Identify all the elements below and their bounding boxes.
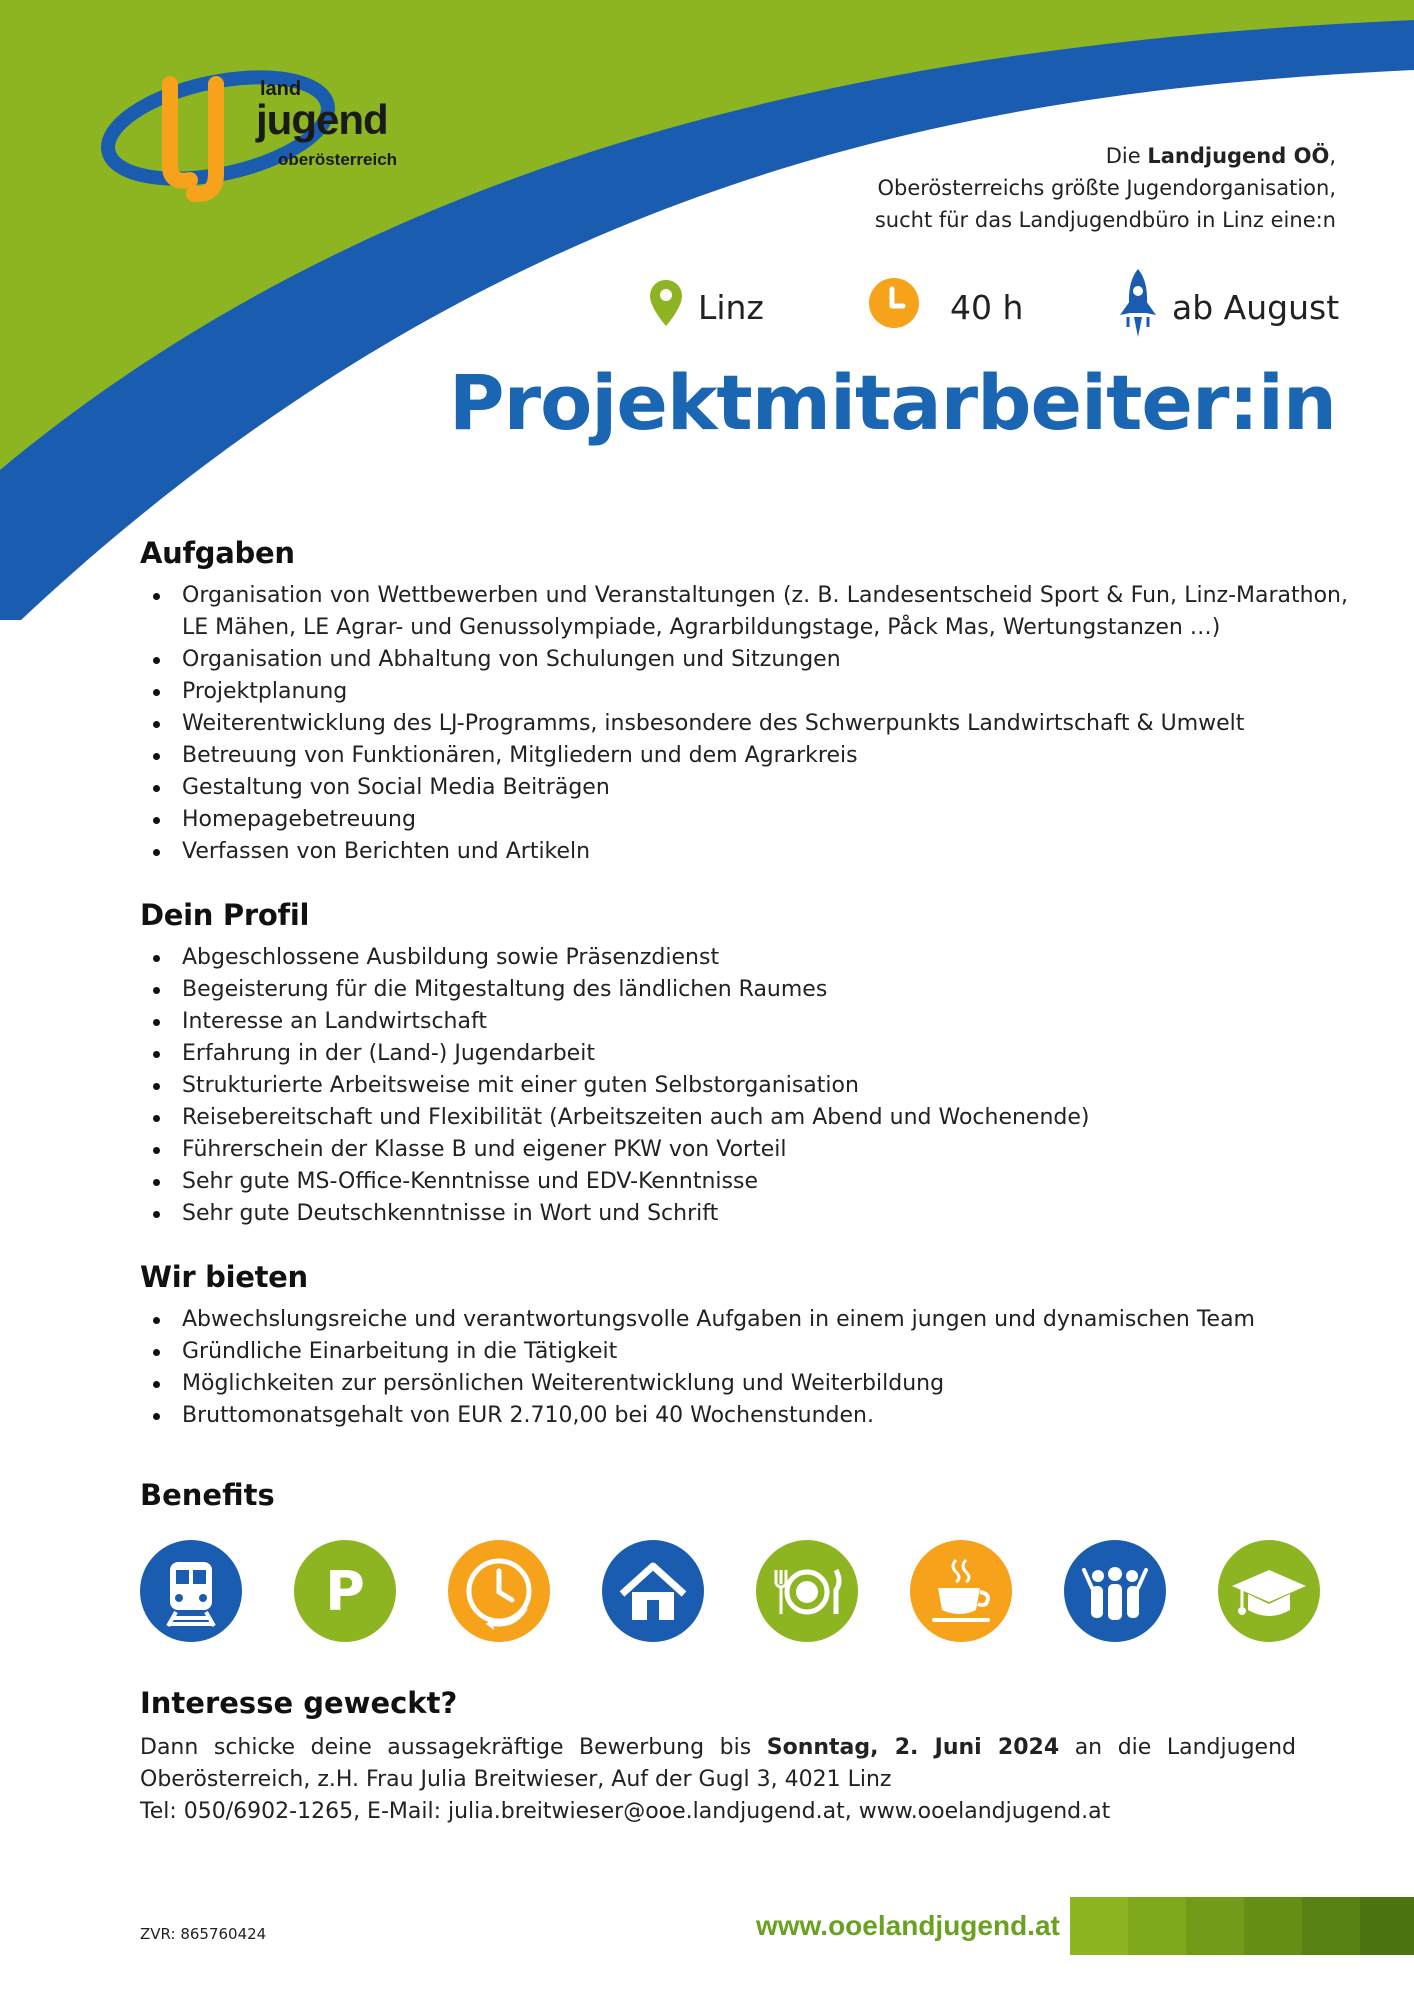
logo-jugend-text: jugend [256,96,388,143]
location-label: Linz [698,287,764,327]
contact-line[interactable]: Tel: 050/6902-1265, E-Mail: julia.breitwieser@ooe.landjugend.at, www.ooelandjugend.at [140,1799,1111,1824]
footer-color-bar [1070,1897,1414,1955]
application-paragraph [140,1732,1296,1796]
start-label: ab August [1172,287,1340,327]
meta-location [648,272,764,342]
list-item: Organisation von Wettbewerben und Veranstaltungen (z. B. Landesentscheid Sport & Fun, Linz-Marathon, LE Mähen, LE Agrar- und Genussolympiade, Agrarbildungstage, Påck Mas, Wertungstanzen …) [182,580,1348,644]
parking-icon [294,1540,396,1642]
section-aufgaben [140,536,1348,868]
intro-line-1 [875,140,1336,172]
list-item: Bruttomonatsgehalt von EUR 2.710,00 bei 40 Wochenstunden. [182,1400,1348,1432]
application-deadline: Sonntag, 2. Juni 2024 [766,1735,1060,1760]
list-item: Erfahrung in der (Land-) Jugendarbeit [182,1038,1348,1070]
footer-bar-segment [1070,1897,1128,1955]
footer-bar-segment [1244,1897,1302,1955]
application-text-after: an die Landjugend Oberösterreich, z.H. Frau Julia Breitwieser, Auf der Gugl 3, 4021 Linz [140,1735,1296,1792]
list-item: Sehr gute Deutschkenntnisse in Wort und Schrift [182,1198,1348,1230]
list-item: Projektplanung [182,676,1348,708]
application-info [140,1732,1296,1828]
section-title-benefits: Benefits [140,1478,275,1512]
intro-org: Landjugend OÖ [1147,144,1330,168]
rocket-icon [1116,267,1160,347]
list-item: Sehr gute MS-Office-Kenntnisse und EDV-Kenntnisse [182,1166,1348,1198]
list-item: Reisebereitschaft und Flexibilität (Arbeitszeiten auch am Abend und Wochenende) [182,1102,1348,1134]
logo-land-text: land [260,78,302,100]
section-title-aufgaben: Aufgaben [140,536,295,570]
train-icon [140,1540,242,1642]
list-item: Verfassen von Berichten und Artikeln [182,836,1348,868]
section-profil [140,898,1348,1230]
list-item: Interesse an Landwirtschaft [182,1006,1348,1038]
education-icon [1218,1540,1320,1642]
application-text-before: Dann schicke deine aussagekräftige Bewerbung bis [140,1735,767,1760]
list-item: Gründliche Einarbeitung in die Tätigkeit [182,1336,1348,1368]
coffee-icon [910,1540,1012,1642]
clock-icon [868,277,920,337]
zvr-number: ZVR: 865760424 [140,1925,267,1943]
profil-list [140,942,1348,1230]
home-office-icon [602,1540,704,1642]
list-item: Abwechslungsreiche und verantwortungsvolle Aufgaben in einem jungen und dynamischen Team [182,1304,1348,1336]
logo-region-text: oberösterreich [278,150,398,169]
footer-bar-segment [1360,1897,1414,1955]
meta-hours [868,272,1023,342]
parking-letter: P [325,1560,365,1623]
landjugend-logo[interactable] [98,56,438,206]
meta-start [1116,272,1339,342]
meal-icon [756,1540,858,1642]
job-title: Projektmitarbeiter:in [448,358,1336,447]
footer-bar-segment [1128,1897,1186,1955]
map-pin-icon [648,278,684,336]
intro-line-2: Oberösterreichs größte Jugendorganisation, [877,176,1336,200]
list-item: Gestaltung von Social Media Beiträgen [182,772,1348,804]
hours-label: 40 h [950,287,1024,327]
section-title-interest: Interesse geweckt? [140,1686,458,1720]
list-item: Führerschein der Klasse B und eigener PKW von Vorteil [182,1134,1348,1166]
intro-text [875,140,1336,236]
list-item: Weiterentwicklung des LJ-Programms, insbesondere des Schwerpunkts Landwirtschaft & Umwelt [182,708,1348,740]
list-item: Abgeschlossene Ausbildung sowie Präsenzdienst [182,942,1348,974]
intro-prefix: Die [1105,144,1148,168]
footer-bar-segment [1186,1897,1244,1955]
list-item: Möglichkeiten zur persönlichen Weiterentwicklung und Weiterbildung [182,1368,1348,1400]
section-title-bieten: Wir bieten [140,1260,308,1294]
footer-bar-segment [1302,1897,1360,1955]
aufgaben-list [140,580,1348,868]
benefits-row [140,1540,1320,1644]
intro-suffix: , [1329,144,1336,168]
list-item: Organisation und Abhaltung von Schulungen und Sitzungen [182,644,1348,676]
flextime-clock-icon [448,1540,550,1642]
section-title-profil: Dein Profil [140,898,310,932]
intro-line-3: sucht für das Landjugendbüro in Linz eine:n [874,208,1336,232]
list-item: Begeisterung für die Mitgestaltung des ländlichen Raumes [182,974,1348,1006]
list-item: Betreuung von Funktionären, Mitgliedern und dem Agrarkreis [182,740,1348,772]
section-bieten [140,1260,1348,1432]
list-item: Homepagebetreuung [182,804,1348,836]
team-icon [1064,1540,1166,1642]
list-item: Strukturierte Arbeitsweise mit einer guten Selbstorganisation [182,1070,1348,1102]
bieten-list [140,1304,1348,1432]
website-link[interactable]: www.ooelandjugend.at [756,1910,1060,1941]
